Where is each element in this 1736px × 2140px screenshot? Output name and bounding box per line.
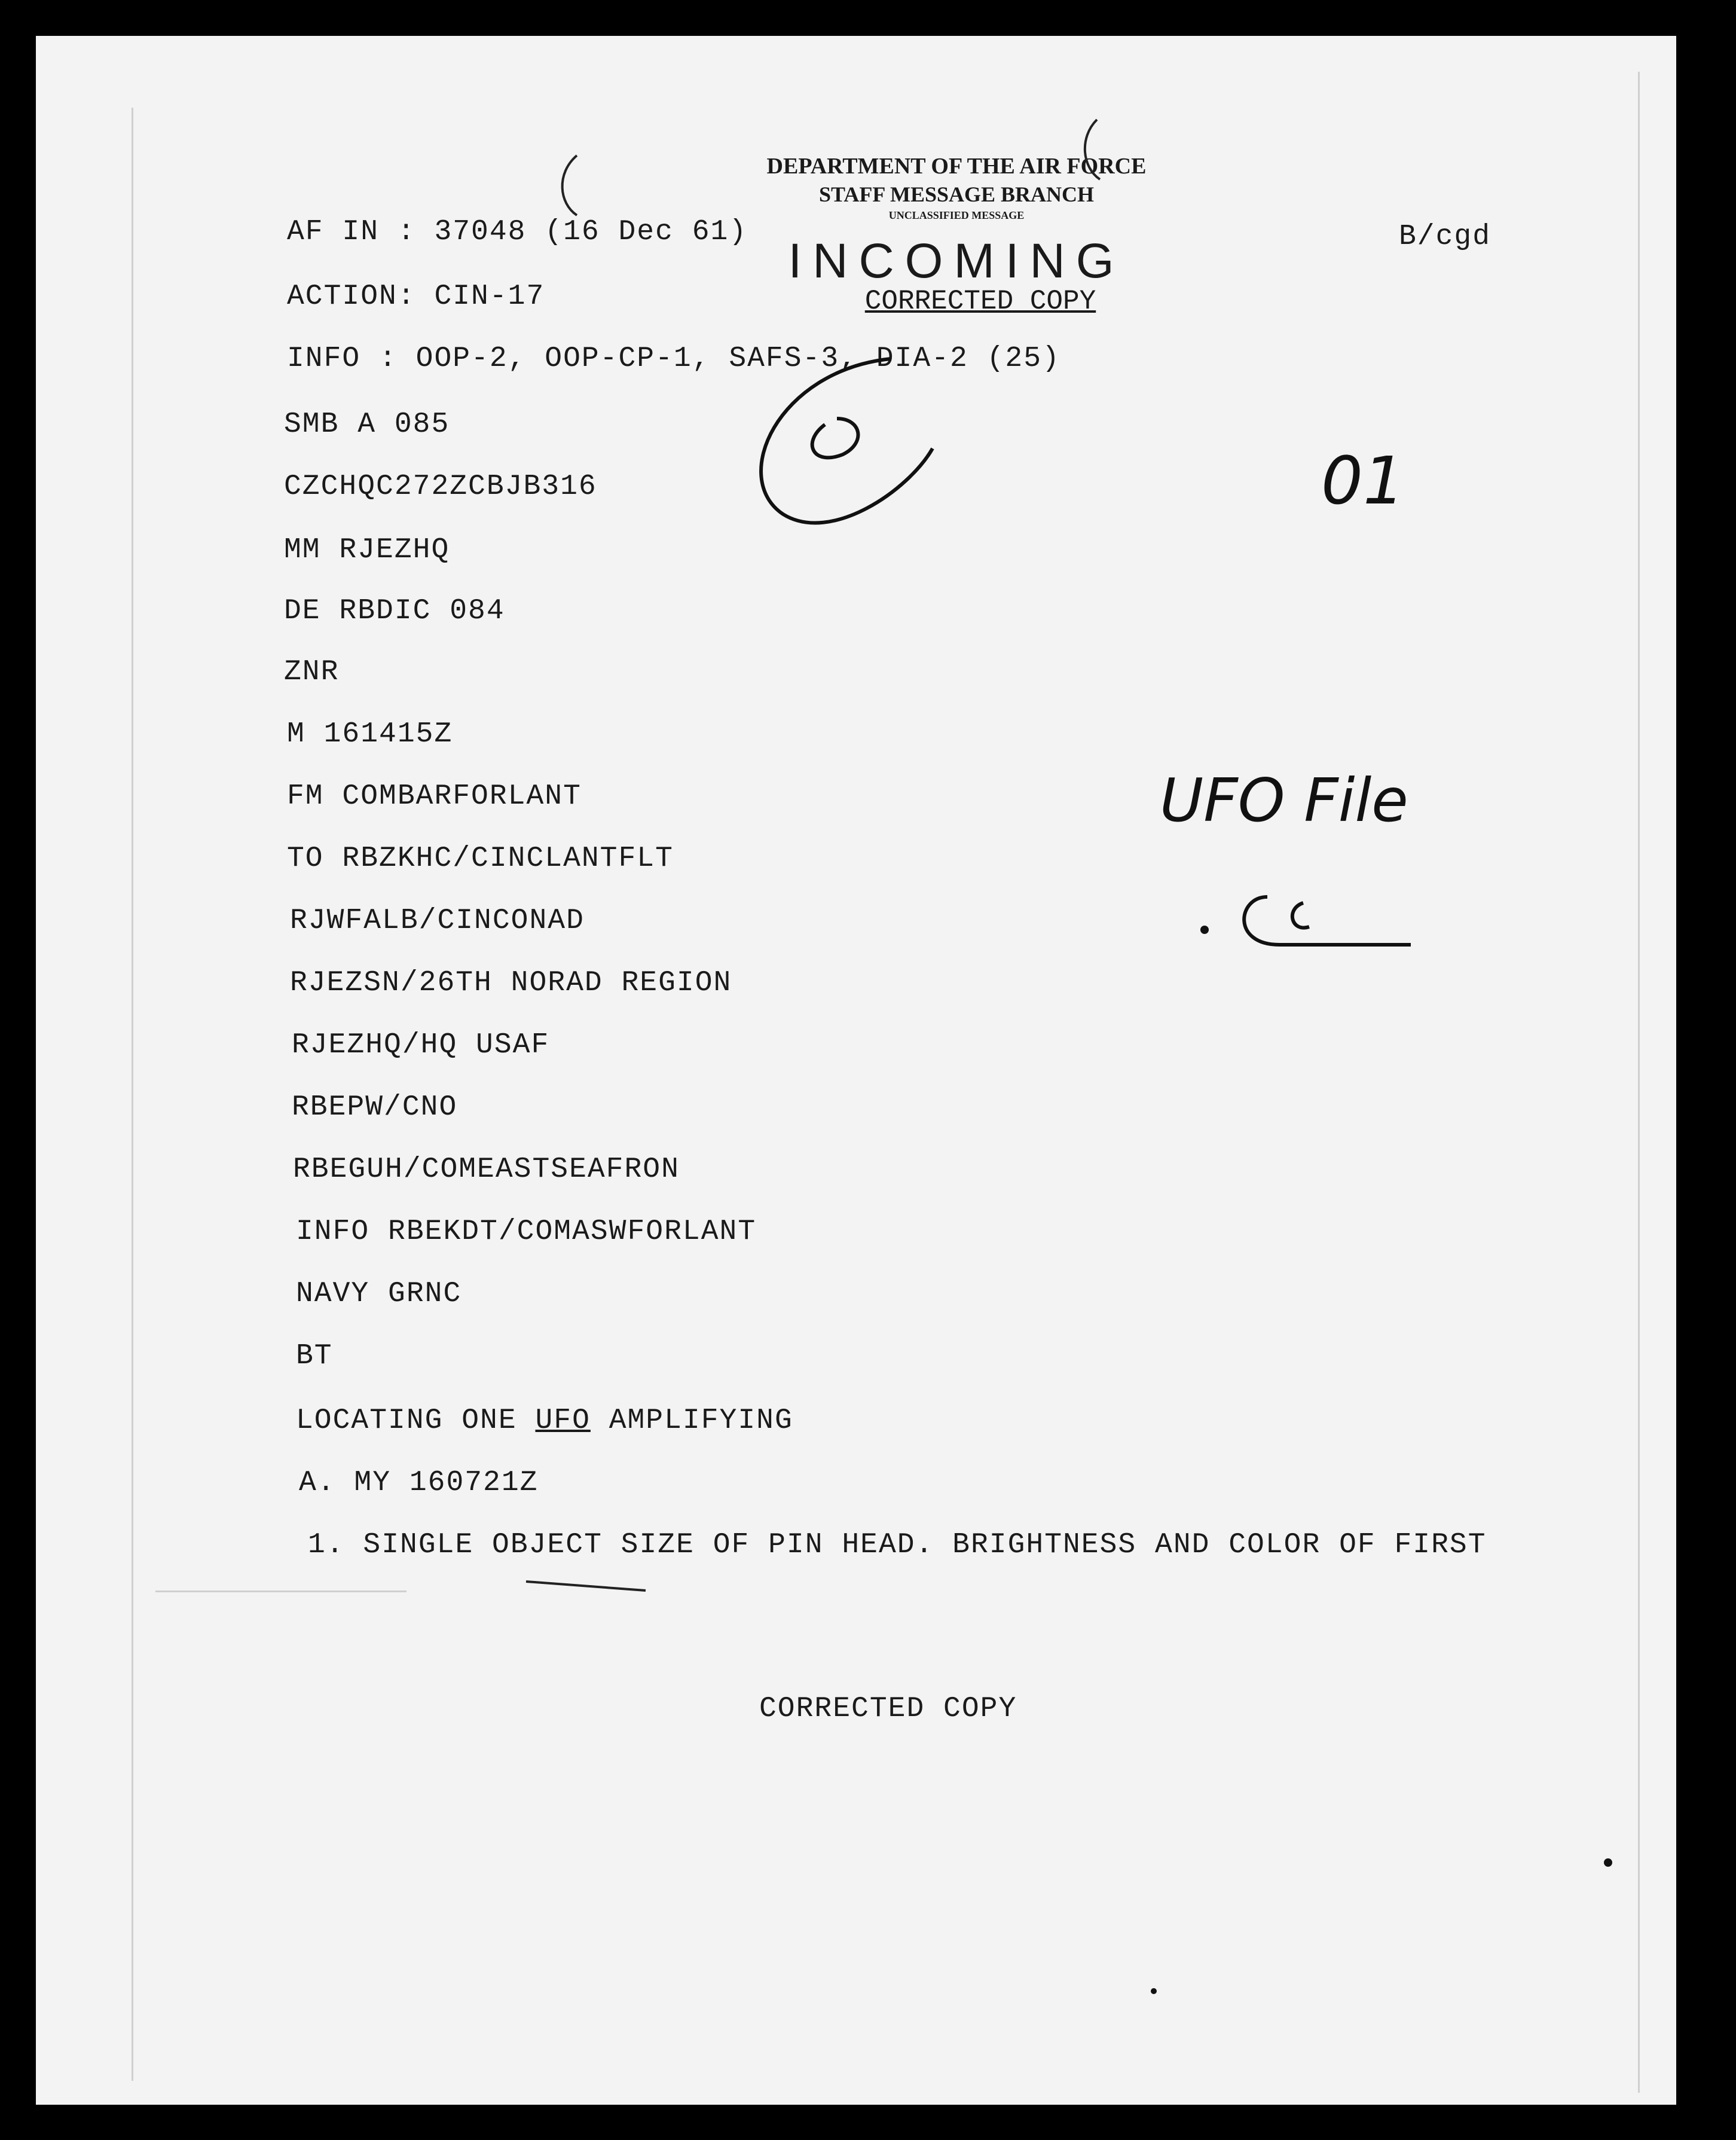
- routing-line: RBEGUH/COMEASTSEAFRON: [293, 1153, 680, 1186]
- initials: B/cgd: [1399, 221, 1492, 253]
- handwritten-marks: [36, 36, 1676, 2105]
- routing-line: RJEZSN/26TH NORAD REGION: [290, 967, 732, 999]
- routing-line: DE RBDIC 084: [284, 595, 505, 627]
- dot-mark: [1604, 1858, 1612, 1867]
- document-page: [36, 36, 1676, 2105]
- bracket-mark-left: [563, 155, 577, 215]
- routing-line: ZNR: [284, 656, 340, 688]
- dot-mark: [1151, 1988, 1157, 1994]
- stamp-incoming: INCOMING: [788, 234, 1125, 288]
- routing-line: RBEPW/CNO: [292, 1091, 458, 1124]
- circled-initials-mark: [761, 359, 933, 523]
- routing-line: FM COMBARFORLANT: [287, 780, 582, 813]
- routing-line: NAVY GRNC: [296, 1278, 462, 1310]
- underline-stroke: [526, 1582, 646, 1591]
- stamp-branch: STAFF MESSAGE BRANCH: [818, 182, 1095, 206]
- routing-line: INFO RBEKDT/COMASWFORLANT: [296, 1216, 757, 1248]
- subject-ufo: UFO: [535, 1405, 591, 1437]
- routing-line: RJEZHQ/HQ USAF: [292, 1029, 550, 1061]
- af-in-line: AF IN : 37048 (16 Dec 61): [287, 216, 748, 248]
- action-line: ACTION: CIN-17: [287, 280, 545, 313]
- info-line: INFO : OOP-2, OOP-CP-1, SAFS-3, DIA-2 (25): [287, 343, 1060, 375]
- routing-line: TO RBZKHC/CINCLANTFLT: [287, 842, 674, 875]
- dot-mark: [1200, 926, 1209, 934]
- item-a: A. MY 160721Z: [299, 1467, 539, 1499]
- circled-mark-2: [1244, 897, 1411, 945]
- footer-corrected-copy: CORRECTED COPY: [759, 1693, 1017, 1725]
- routing-line: RJWFALB/CINCONAD: [290, 905, 585, 937]
- subject-suffix: AMPLIFYING: [590, 1405, 793, 1437]
- subject-prefix: LOCATING ONE: [296, 1405, 536, 1437]
- routing-line: M 161415Z: [287, 718, 453, 750]
- stamp-corrected-copy: CORRECTED COPY: [864, 286, 1096, 317]
- stamp-classification: UNCLASSIFIED MESSAGE: [888, 209, 1025, 221]
- stamp-department: DEPARTMENT OF THE AIR FORCE: [766, 154, 1147, 179]
- routing-line: BT: [296, 1340, 333, 1372]
- bracket-mark-right: [1085, 120, 1100, 179]
- routing-line: SMB A 085: [284, 408, 450, 441]
- file-note-annotation: UFO File: [1160, 765, 1408, 835]
- routing-line: CZCHQC272ZCBJB316: [284, 471, 597, 503]
- item-1: 1. SINGLE OBJECT SIZE OF PIN HEAD. BRIGHTNESS AND COLOR OF FIRST: [308, 1529, 1487, 1561]
- routing-line: MM RJEZHQ: [284, 534, 450, 566]
- page-number-annotation: 01: [1321, 442, 1405, 519]
